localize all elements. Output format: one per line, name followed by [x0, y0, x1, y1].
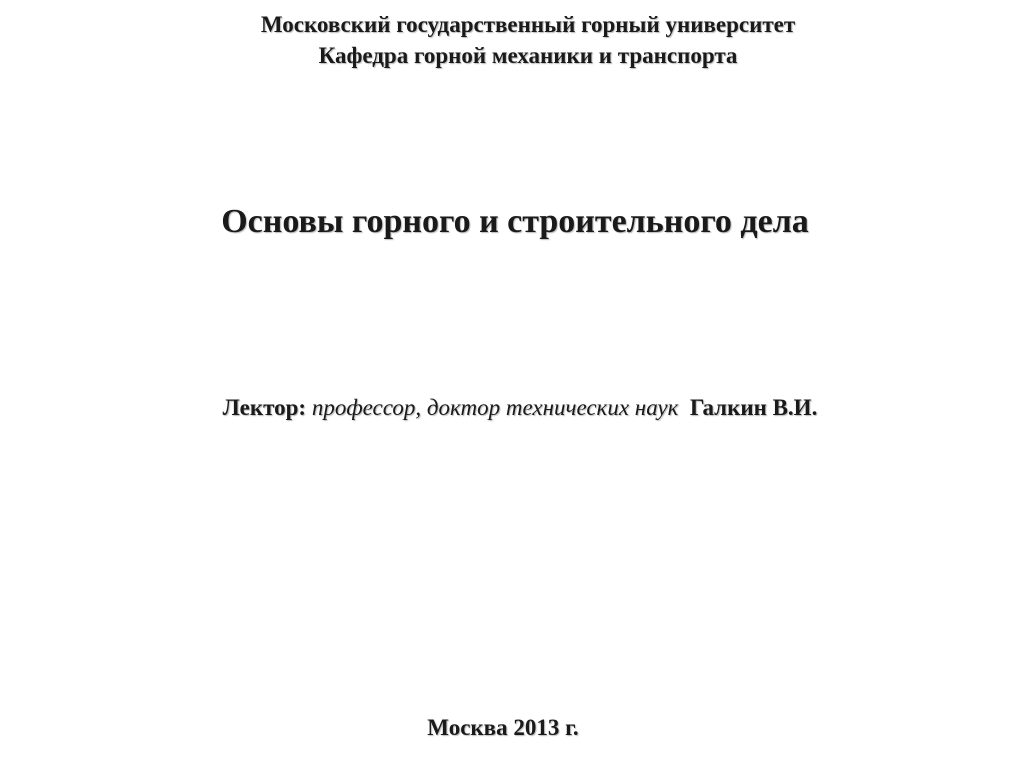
university-name: Московский государственный горный университет: [260, 12, 796, 37]
lecturer-line: [0, 392, 1024, 424]
department-name: Кафедра горной механики и транспорта: [318, 43, 738, 68]
city-year: Москва 2013 г.: [427, 715, 579, 740]
course-title: Основы горного и строительного дела: [221, 203, 809, 240]
slide-header: [0, 9, 1024, 71]
lecturer-position: профессор, доктор технических наук: [311, 395, 679, 420]
lecturer-label: Лектор:: [222, 395, 307, 420]
lecturer-name: Галкин В.И.: [689, 395, 818, 420]
